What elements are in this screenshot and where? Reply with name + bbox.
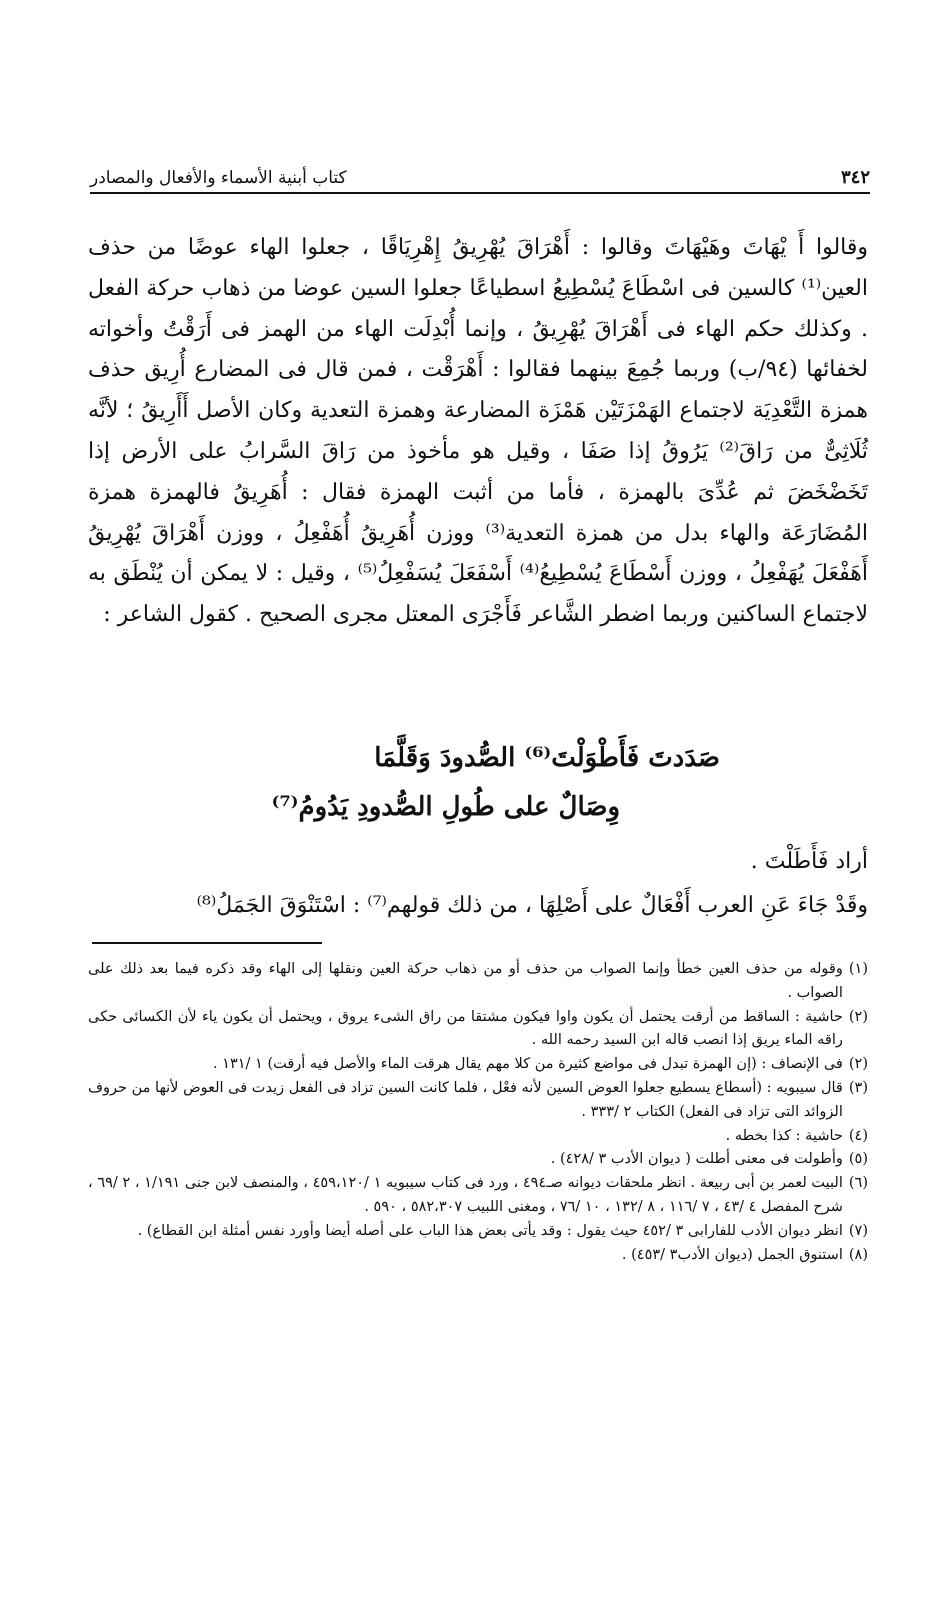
- footnote-text: استنوق الجمل (ديوان الأدب٣ /٤٥٣) .: [621, 1246, 843, 1263]
- footnote-text: فى الإنصاف : (إن الهمزة تبدل فى مواضع كثيرة من كلا مهم يقال هرقت الماء والأصل فيه أرقت) ١ /١٣١ .: [212, 1056, 843, 1073]
- verse-line-2: وِصَالٌ على طُولِ الصُّدودِ يَدُومُ⁽⁷⁾: [271, 792, 620, 822]
- footnote-number: (١): [848, 961, 868, 977]
- main-text: [88, 228, 868, 636]
- footnote: [88, 1053, 868, 1077]
- running-title: كتاب أبنية الأسماء والأفعال والمصادر: [90, 168, 347, 188]
- footnote: [88, 1077, 868, 1125]
- post-verse-line-2: وقَدْ جَاءَ عَنِ العرب أَفْعَالٌ على أَصْلِهَا ، من ذلك قولهم⁽⁷⁾ : اسْتَنْوَقَ الجَمَلُ⁽⁸⁾: [196, 893, 868, 918]
- footnote: [88, 1220, 868, 1244]
- footnote-text: البيت لعمر بن أبى ربيعة . انظر ملحقات ديوانه صـ٤٩٤ ، ورد فى كتاب سيبويه ١ /٤٥٩،١٢٠ ، والمنصف لابن جنى ١/١٩١ ، ٢ /٦٩ ، شرح المفصل ٤ /٤٣ ، ٧ /١١٦ ، ٨ /١٣٢ ، ١٠ /٧٦ ، ومغنى اللبيب ٥٨٢،٣٠٧ ، ٥٩٠ .: [88, 1175, 843, 1215]
- post-verse-text: [88, 840, 868, 928]
- footnote-number: (٢): [848, 1008, 868, 1025]
- footnote-text: قال سيبويه : (أسطاع يسطيع جعلوا العوض السين لأنه فعْل ، فلما كانت السين تزاد فى الفعل زيدت فى العوض لأنها من حروف الزوائد التى تزاد فى الفعل) الكتاب ٢ /٣٣٣ .: [88, 1079, 843, 1120]
- footnote: [88, 958, 868, 1006]
- footnote-text: انظر ديوان الأدب للفارابى ٣ /٤٥٢ حيث يقول : وقد يأتى بعض هذا الباب على أصله أيضا وأورد نفس أمثلة ابن القطاع) .: [137, 1222, 843, 1239]
- footnote-number: (٤): [848, 1127, 868, 1144]
- footnote-text: حاشية : الساقط من أرقت يحتمل أن يكون واوا فيكون مشتقا من راق الشىء يروق ، ويحتمل أن يكون ياء لأن الكسائى حكى راقه الماء يريق إذا انصب قاله ابن السيد رحمه الله .: [88, 1008, 843, 1049]
- running-header: [90, 160, 870, 188]
- footnote-rule: [92, 942, 322, 944]
- footnote: [88, 1006, 868, 1054]
- footnote: [88, 1244, 868, 1268]
- footnote-text: وأطولت فى معنى أطلت ( ديوان الأدب ٣ /٤٢٨) .: [550, 1151, 843, 1168]
- footnote-text: وقوله من حذف العين خطأ وإنما الصواب من حذف أو من ذهاب حركة العين ونقلها إلى الهاء وقد ذكره فيما بعد ذلك على الصواب .: [88, 961, 843, 1001]
- header-rule: [90, 192, 870, 194]
- footnote-number: (٨): [848, 1246, 868, 1263]
- footnote: [88, 1125, 868, 1149]
- verse-line-1: صَدَدتَ فَأَطْوَلْتَ⁽⁶⁾ الصُّدودَ وَقَلَّمَا: [374, 743, 720, 773]
- footnotes: [88, 958, 868, 1267]
- post-verse-line-1: أراد فَأَطَلْتَ .: [750, 849, 868, 874]
- footnote-number: (٧): [848, 1222, 868, 1239]
- page-number: ٣٤٢: [840, 167, 870, 188]
- footnote: [88, 1172, 868, 1220]
- footnote: [88, 1148, 868, 1172]
- footnote-number: (٣): [848, 1079, 868, 1096]
- main-paragraph: وقالوا أَ يْهَاتَ وهَيْهَاتَ وقالوا : أَهْرَاقَ يُهْرِيقُ إِهْرِيَاقًا ، جعلوا الهاء عوضًا من حذف العين⁽¹⁾ كالسين فى اسْطَاعَ يُسْطِيعُ اسطياعًا جعلوا السين عوضا من ذهاب حركة الفعل . وكذلك حكم الهاء فى أَهْرَاقَ يُهْرِيقُ ، وإنما أُبْدِلَت الهاء من الهمز فى أَرَقْتُ وأخواته لخفائها (٩٤/ب) وربما جُمِعَ بينهما فقالوا : أَهْرَقْت ، فمن قال فى المضارع أُرِيق حذف همزة التَّعْدِيَة لاجتماع الهَمْزَتَيْن هَمْزَة المضارعة وهمزة التعدية وكان الأصل أَأَرِيقُ ؛ لأنَّه ثُلَاثِىٌّ من رَاقَ⁽²⁾ يَرُوقُ إذا صَفَا ، وقيل هو مأخوذ من رَاقَ السَّرابُ على الأرض إذا تَخَضْخَضَ ثم عُدِّىَ بالهمزة ، فأما من أثبت الهمزة فقال : أُهَرِيقُ فالهمزة همزة المُضَارَعَة والهاء بدل من همزة التعدية⁽³⁾ ووزن أُهَرِيقُ أُهَفْعِلُ ، ووزن أَهْرَاقَ يُهْرِيقُ أَهَفْعَلَ يُهَفْعِلُ ، ووزن أَسْطَاعَ يُسْطِيعُ⁽⁴⁾ أَسْفَعَلَ يُسَفْعِلُ⁽⁵⁾ ، وقيل : لا يمكن أن يُنْطَق به لاجتماع الساكنين وربما اضطر الشَّاعر فَأَجْرَى المعتل مجرى الصحيح . كقول الشاعر :: [88, 235, 869, 628]
- footnote-text: حاشية : كذا بخطه .: [725, 1127, 843, 1144]
- footnote-number: (٦): [848, 1175, 868, 1192]
- footnote-number: (٢): [848, 1056, 868, 1073]
- footnote-number: (٥): [848, 1151, 868, 1168]
